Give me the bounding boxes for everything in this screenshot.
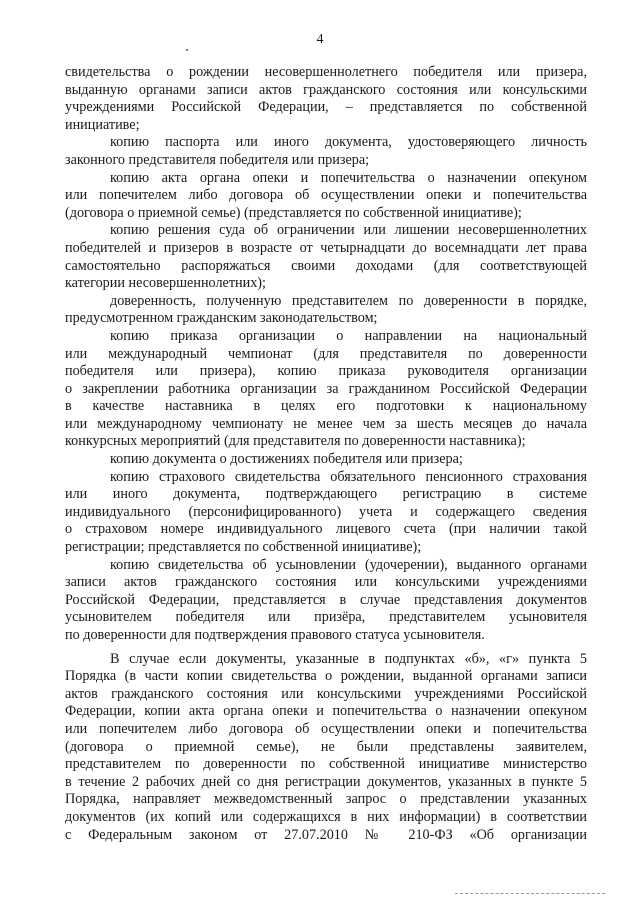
text-line: победителей и призеров в возрасте от четырнадцати до восемнадцати лет права — [65, 239, 587, 256]
text-line: Российской Федерации, представляется в случае представления документов — [65, 591, 587, 608]
text-line: копию акта органа опеки и попечительства о назначении опекуном — [110, 169, 587, 186]
text-line: копию документа о достижениях победителя или призера; — [110, 451, 463, 468]
text-line: копию страхового свидетельства обязательного пенсионного страхования — [110, 468, 587, 485]
text-line: усыновителем победителя или призёра, представителем усыновителя — [65, 609, 587, 626]
text-line: регистрации; представляется по собственной инициативе); — [65, 539, 422, 556]
text-line: или международному чемпионату не менее чем за шесть месяцев до начала — [65, 415, 587, 432]
text-line: самостоятельно распоряжаться своими доходами (для соответствующей — [65, 257, 587, 274]
page-number: 4 — [316, 32, 324, 47]
paragraph — [65, 328, 587, 451]
paragraph — [65, 557, 587, 645]
text-line: конкурсных мероприятий (для представителя по доверенности наставника); — [65, 433, 526, 450]
paragraph — [65, 651, 587, 845]
text-line: законного представителя победителя или призера; — [65, 151, 370, 168]
text-line: доверенность, полученную представителем по доверенности в порядке, — [110, 292, 587, 309]
text-line: с Федеральным законом от 27.07.2010 № 210-ФЗ «Об организации — [65, 826, 587, 843]
text-line: категории несовершеннолетних); — [65, 275, 266, 292]
text-line: в качестве наставника в целях его подготовки к национальному — [65, 398, 587, 415]
text-line: о закреплении работника организации за гражданином Российской Федерации — [65, 380, 587, 397]
paragraph — [65, 222, 587, 292]
text-line: победителя или призера), копию приказа руководителя организации — [65, 363, 587, 380]
text-line: или попечителем либо договора об осуществлении опеки и попечительства — [65, 187, 587, 204]
text-line: предусмотренном гражданским законодательством; — [65, 310, 378, 327]
text-line: копию паспорта или иного документа, удостоверяющего личность — [110, 134, 587, 151]
paragraph — [65, 293, 587, 328]
text-line: копию свидетельства об усыновлении (удочерении), выданного органами — [110, 556, 587, 573]
text-line: документов (их копий или содержащихся в них информации) в соответствии — [65, 808, 587, 825]
text-line: Федерации, копии акта органа опеки и попечительства о назначении опекуном — [65, 703, 587, 720]
text-line: копию приказа организации о направлении на национальный — [110, 327, 587, 344]
text-line: учреждениями Российской Федерации, – представляется по собственной — [65, 99, 587, 116]
text-line: в течение 2 рабочих дней со дня регистрации документов, указанных в пункте 5 — [65, 773, 587, 790]
text-line: представителем по доверенности по собственной инициативе министерство — [65, 756, 587, 773]
bottom-rule — [455, 893, 605, 894]
text-line: (договора о приемной семье), не были представлены заявителем, — [65, 738, 587, 755]
text-line: или иного документа, подтверждающего регистрацию в системе — [65, 486, 587, 503]
text-line: актов гражданского состояния или консульскими учреждениями Российской — [65, 685, 587, 702]
document-body — [65, 64, 587, 844]
paragraph — [65, 469, 587, 557]
text-line: или международный чемпионат (для представителя по доверенности — [65, 345, 587, 362]
text-line: Порядка, направляет межведомственный запрос о представлении указанных — [65, 791, 587, 808]
text-line: о страховом номере индивидуального лицевого счета (при наличии такой — [65, 521, 587, 538]
text-line: инициативе; — [65, 116, 140, 133]
text-line: свидетельства о рождении несовершеннолетнего победителя или призера, — [65, 64, 587, 80]
paragraph — [65, 451, 587, 469]
text-line: (договора о приемной семье) (представляется по собственной инициативе); — [65, 204, 522, 221]
text-line: индивидуального (персонифицированного) учета и содержащего сведения — [65, 503, 587, 520]
paragraph — [65, 64, 587, 134]
scan-speck — [186, 49, 188, 51]
text-line: В случае если документы, указанные в подпунктах «б», «г» пункта 5 — [110, 650, 587, 667]
text-line: или попечителем либо договора об осуществлении опеки и попечительства — [65, 720, 587, 737]
paragraph — [65, 134, 587, 169]
paragraph — [65, 170, 587, 223]
text-line: записи актов гражданского состояния или консульскими учреждениями — [65, 574, 587, 591]
text-line: по доверенности для подтверждения правового статуса усыновителя. — [65, 627, 485, 643]
text-line: Порядка (в части копии свидетельства о рождении, выданной органами записи — [65, 668, 587, 685]
text-line: выданную органами записи актов гражданского состояния или консульскими — [65, 81, 587, 98]
text-line: копию решения суда об ограничении или лишении несовершеннолетних — [110, 222, 587, 239]
